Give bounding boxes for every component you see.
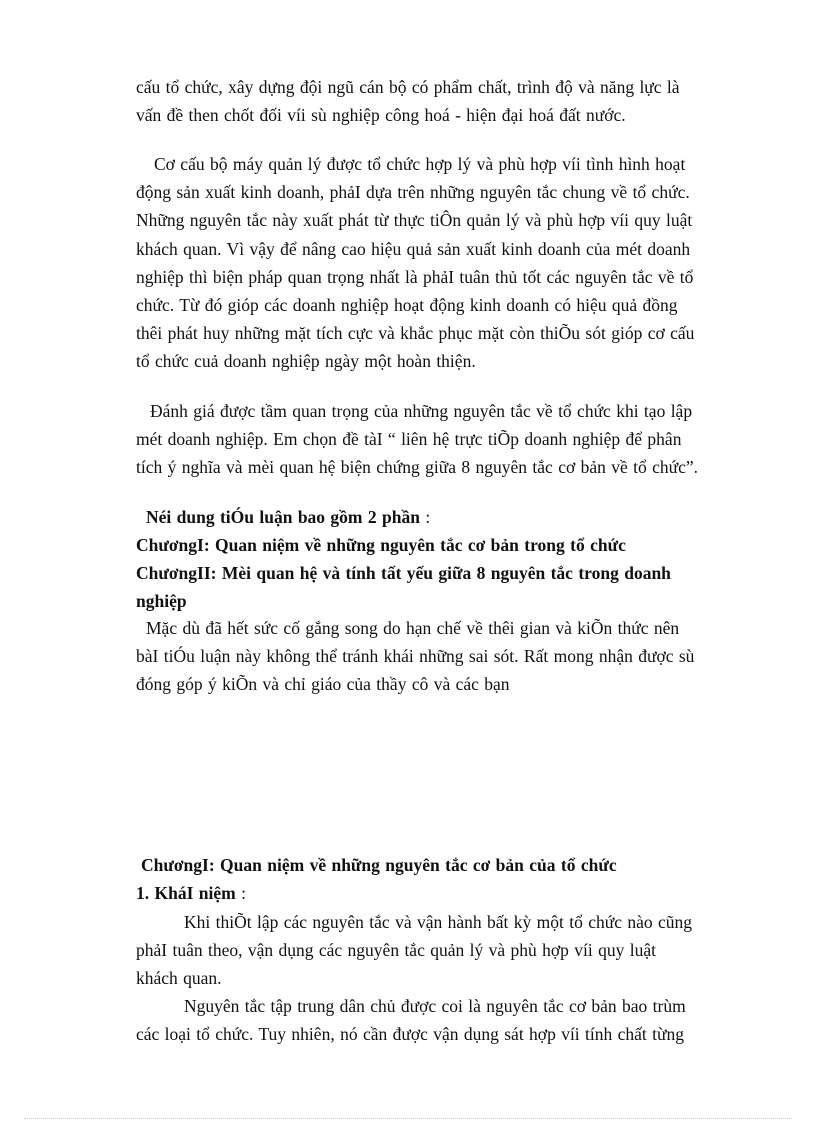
para1-line-4: khách quan. Vì vậy để nâng cao hiệu quả sản xuất kinh doanh của mét doanh xyxy=(136,239,691,259)
para2-line-1: Đánh giá được tầm quan trọng của những nguyên tắc về tổ chức khi tạo lập xyxy=(150,401,693,421)
outline-chapter-2-line-1: ChươngII: Mèi quan hệ và tính tất yếu giữa 8 nguyên tắc trong doanh xyxy=(136,563,671,583)
outline-heading xyxy=(146,503,430,531)
section-1-heading-colon: : xyxy=(235,883,246,903)
para1-line-2: động sản xuất kinh doanh, phảI dựa trên những nguyên tắc chung về tổ chức. xyxy=(136,182,690,202)
para2-line-3: tích ý nghĩa và mèi quan hệ biện chứng giữa 8 nguyên tắc cơ bản về tổ chức”. xyxy=(136,457,699,477)
para1-line-7: thêi phát huy những mặt tích cực và khắc phục mặt còn thiÕu sót gióp cơ cấu xyxy=(136,323,695,343)
para2-line-2: mét doanh nghiệp. Em chọn đề tàI “ liên hệ trực tiÕp doanh nghiệp để phân xyxy=(136,429,682,449)
para1-line-3: Những nguyên tắc này xuất phát từ thực tiÔn quản lý và phù hợp víi quy luật xyxy=(136,210,693,230)
outline-chapter-1: ChươngI: Quan niệm về những nguyên tắc cơ bản trong tổ chức xyxy=(136,535,626,555)
outline-heading-text: Néi dung tiÓu luận bao gồm 2 phần xyxy=(146,507,420,527)
section-1-para-a-line-1: Khi thiÕt lập các nguyên tắc và vận hành bất kỳ một tổ chức nào cũng xyxy=(184,912,693,932)
para3-line-3: đóng góp ý kiÕn và chỉ giáo của thầy cô và các bạn xyxy=(136,674,510,694)
para1-line-6: chức. Từ đó gióp các doanh nghiệp hoạt động kinh doanh có hiệu quả đồng xyxy=(136,295,678,315)
intro-line-2: vấn đề then chốt đối víi sù nghiệp công hoá - hiện đại hoá đất nước. xyxy=(136,105,626,125)
para1-line-8: tổ chức cuả doanh nghiệp ngày một hoàn thiện. xyxy=(136,351,476,371)
para3-line-2: bàI tiÓu luận này không thể tránh khái những sai sót. Rất mong nhận được sù xyxy=(136,646,695,666)
section-1-para-a-line-2: phảI tuân theo, vận dụng các nguyên tắc quản lý và phù hợp víi quy luật xyxy=(136,940,656,960)
section-1-para-b-line-1: Nguyên tắc tập trung dân chủ được coi là nguyên tắc cơ bản bao trùm xyxy=(184,996,686,1016)
section-1-heading xyxy=(136,879,246,907)
section-1-para-a-line-3: khách quan. xyxy=(136,968,222,988)
intro-line-1: cấu tổ chức, xây dựng đội ngũ cán bộ có phẩm chất, trình độ và năng lực là xyxy=(136,77,680,97)
outline-heading-colon: : xyxy=(419,507,431,527)
chapter-1-title: ChươngI: Quan niệm về những nguyên tắc cơ bản của tổ chức xyxy=(141,855,617,875)
para3-line-1: Mặc dù đã hết sức cố gắng song do hạn chế về thêi gian và kiÕn thức nên xyxy=(146,618,680,638)
para1-line-5: nghiệp thì biện pháp quan trọng nhất là phảI tuân thủ tốt các nguyên tắc về tổ xyxy=(136,267,694,287)
section-1-heading-text: 1. KháI niệm xyxy=(136,883,236,903)
para1-line-1: Cơ cấu bộ máy quản lý được tổ chức hợp lý và phù hợp víi tình hình hoạt xyxy=(154,154,686,174)
page-bottom-divider xyxy=(24,1118,792,1119)
section-1-para-b-line-2: các loại tổ chức. Tuy nhiên, nó cần được vận dụng sát hợp víi tính chất từng xyxy=(136,1024,685,1044)
outline-chapter-2-line-2: nghiệp xyxy=(136,591,187,611)
